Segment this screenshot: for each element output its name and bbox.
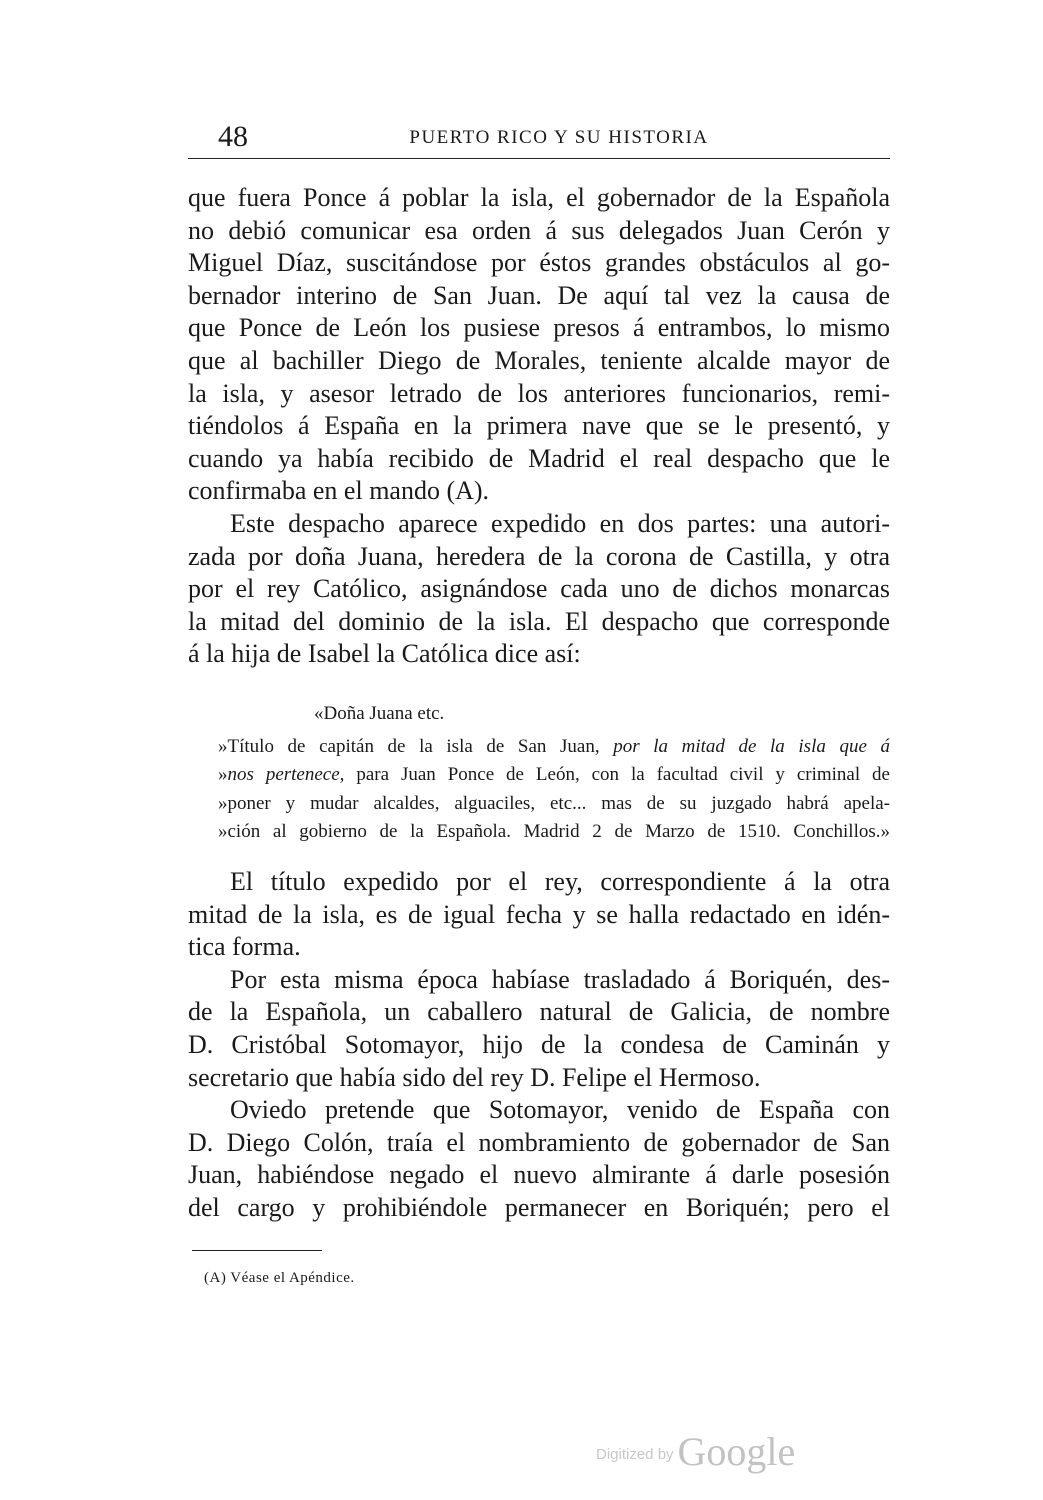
quote-text: » <box>218 764 228 785</box>
quote-line <box>218 761 890 790</box>
text-line: la mitad del dominio de la isla. El despacho que corresponde <box>188 606 890 636</box>
digitized-watermark <box>596 1428 795 1475</box>
running-head: PUERTO RICO Y SU HISTORIA <box>409 127 709 148</box>
watermark-prefix: Digitized by <box>596 1446 674 1463</box>
google-logo: Google <box>677 1429 796 1474</box>
text-line: cuando ya había recibido de Madrid el real despacho que le <box>188 443 890 473</box>
text-line: D. Diego Colón, traía el nombramiento de gobernador de San <box>188 1127 890 1157</box>
text-line: secretario que había sido del rey D. Felipe el Hermoso. <box>188 1062 761 1092</box>
text-line: á la hija de Isabel la Católica dice así: <box>188 639 581 669</box>
text-line: zada por doña Juana, heredera de la corona de Castilla, y otra <box>188 541 890 571</box>
text-line: la isla, y asesor letrado de los anteriores funcionarios, remi- <box>188 378 890 408</box>
main-text-continued <box>188 866 890 1225</box>
paragraph-2 <box>188 508 890 671</box>
text-line: Miguel Díaz, suscitándose por éstos grandes obstáculos al go- <box>188 248 890 278</box>
main-text <box>188 182 890 671</box>
text-line: no debió comunicar esa orden á sus delegados Juan Cerón y <box>188 215 890 245</box>
paragraph-1 <box>188 182 890 508</box>
text-line: de la Española, un caballero natural de Galicia, de nombre <box>188 997 890 1027</box>
text-line: Juan, habiéndose negado el nuevo almirante á darle posesión <box>188 1160 890 1190</box>
text-line: D. Cristóbal Sotomayor, hijo de la condesa de Caminán y <box>188 1029 890 1059</box>
text-line: mitad de la isla, es de igual fecha y se halla redactado en idén- <box>188 899 890 929</box>
footnote: (A) Véase el Apéndice. <box>204 1270 355 1286</box>
text-line: que fuera Ponce á poblar la isla, el gobernador de la Española <box>188 183 890 212</box>
quote-line <box>218 733 890 762</box>
text-line: del cargo y prohibiéndole permanecer en Boriquén; pero el <box>188 1192 890 1222</box>
text-line: Por esta misma época habíase trasladado á Boriquén, des- <box>230 964 890 994</box>
text-line: que al bachiller Diego de Morales, teniente alcalde mayor de <box>188 345 890 375</box>
paragraph-5 <box>188 1094 890 1224</box>
page-header <box>188 118 890 156</box>
text-line: que Ponce de León los pusiese presos á entrambos, lo mismo <box>188 313 890 343</box>
quote-text: para Juan Ponce de León, con la facultad civil y criminal de <box>344 764 890 785</box>
text-line: bernador interino de San Juan. De aquí tal vez la causa de <box>188 280 890 310</box>
header-rule <box>188 158 890 159</box>
text-line: tiéndolos á España en la primera nave que se le presentó, y <box>188 411 890 441</box>
text-line: confirmaba en el mando (A). <box>188 476 490 506</box>
quote-italic: por la mitad de la isla que á <box>613 735 890 757</box>
quote-line: »poner y mudar alcaldes, alguaciles, etc... mas de su juzgado habrá apela- <box>218 792 890 814</box>
block-quote <box>218 700 890 847</box>
paragraph-4 <box>188 964 890 1094</box>
quote-text: »Título de capitán de la isla de San Juan, <box>218 735 614 757</box>
text-line: Este despacho aparece expedido en dos partes: una autori- <box>230 508 890 538</box>
text-line: Oviedo pretende que Sotomayor, venido de España con <box>230 1095 890 1125</box>
quote-line: «Doña Juana etc. <box>314 703 445 724</box>
paragraph-3 <box>188 866 890 964</box>
page-number: 48 <box>218 120 248 153</box>
text-line: El título expedido por el rey, correspondiente á la otra <box>230 867 890 896</box>
text-line: por el rey Católico, asignándose cada uno de dichos monarcas <box>188 574 890 604</box>
quote-line: »ción al gobierno de la Española. Madrid 2 de Marzo de 1510. Conchillos.» <box>218 821 890 842</box>
quote-italic: nos pertenece, <box>227 764 345 785</box>
footnote-rule <box>192 1250 322 1251</box>
text-line: tica forma. <box>188 932 301 962</box>
